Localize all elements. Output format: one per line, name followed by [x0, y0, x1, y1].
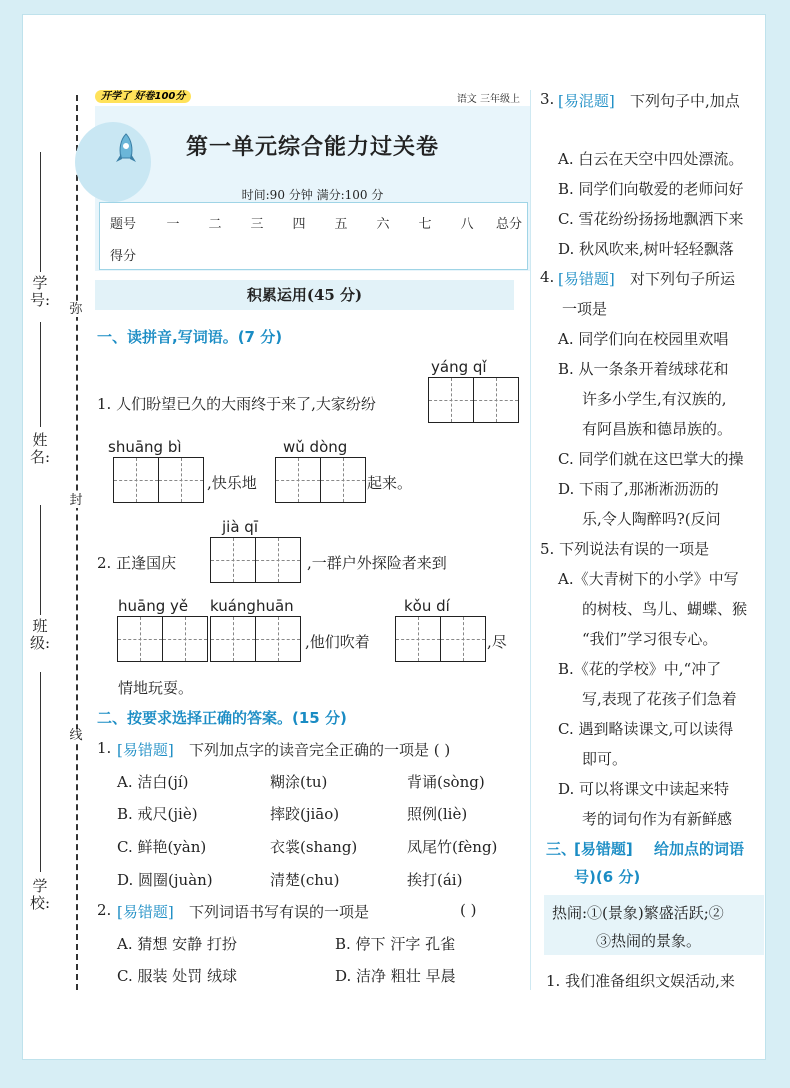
- part2-heading: 二、按要求选择正确的答案。(15 分): [97, 709, 347, 727]
- option-cont: 考的词句作为有新鲜感: [582, 810, 733, 828]
- column-separator: [530, 90, 531, 990]
- option[interactable]: D. 洁净 粗壮 早晨: [335, 967, 456, 985]
- seal-char-xian: 线: [64, 729, 88, 743]
- score-col: 三: [250, 217, 264, 232]
- option[interactable]: 糊涂(tu): [270, 773, 328, 791]
- option-cont: 许多小学生,有汉族的,: [582, 390, 727, 408]
- option[interactable]: C. 鲜艳(yàn): [117, 838, 207, 856]
- question-text: 下列词语书写有误的一项是: [189, 903, 370, 921]
- question-text: ,他们吹着: [305, 633, 370, 651]
- question-tag: [易错题]: [117, 903, 174, 921]
- student-id-line: [40, 152, 41, 272]
- score-col: 总分: [495, 217, 522, 232]
- question-tag: [易错题]: [117, 741, 174, 759]
- answer-grid[interactable]: [117, 616, 208, 662]
- option[interactable]: B. 戒尺(jiè): [117, 805, 198, 823]
- option[interactable]: C. 雪花纷纷扬扬地飘洒下来: [558, 210, 744, 228]
- option[interactable]: B.《花的学校》中,“冲了: [558, 660, 722, 678]
- exam-meta: 时间:90 分钟 满分:100 分: [241, 188, 384, 202]
- header-band: [95, 89, 530, 103]
- option-cont: 的树枝、鸟儿、蝴蝶、猴: [582, 600, 748, 618]
- title-box: [95, 106, 530, 271]
- part1-heading: 一、读拼音,写词语。(7 分): [97, 328, 283, 346]
- part3-text: 给加点的词语: [654, 840, 745, 858]
- question-number: 2.: [97, 901, 112, 919]
- section-title: 积累运用(45 分): [95, 280, 514, 310]
- option-cont: 写,表现了花孩子们急着: [582, 690, 737, 708]
- part3-text: 号)(6 分): [574, 868, 641, 886]
- option[interactable]: A. 白云在天空中四处漂流。: [558, 150, 744, 168]
- option-cont: 乐,令人陶醉吗?(反问: [582, 510, 721, 528]
- option[interactable]: C. 遇到略读课文,可以读得: [558, 720, 734, 738]
- question-text: 1. 人们盼望已久的大雨终于来了,大家纷纷: [97, 395, 376, 413]
- question-text: 起来。: [367, 474, 413, 492]
- option[interactable]: D. 可以将课文中读起来特: [558, 780, 730, 798]
- class-label: 班级:: [30, 617, 51, 652]
- question-text: 情地玩耍。: [118, 679, 194, 697]
- definition-text: ③热闹的景象。: [596, 932, 702, 950]
- answer-grid[interactable]: [395, 616, 486, 662]
- part3-tag: [易错题]: [574, 840, 633, 858]
- option-cont: “我们”学习很专心。: [582, 630, 718, 648]
- question-number: 3.: [540, 90, 555, 108]
- definition-text: 热闹:①(景象)繁盛活跃;②: [552, 904, 724, 922]
- option[interactable]: A. 猜想 安静 打扮: [117, 935, 237, 953]
- school-line: [40, 672, 41, 872]
- name-line: [40, 322, 41, 427]
- school-label: 学校:: [30, 877, 51, 912]
- question-text: ,一群户外探险者来到: [307, 554, 447, 572]
- option[interactable]: 凤尾竹(fèng): [407, 838, 498, 856]
- pinyin: kǒu dí: [404, 597, 450, 615]
- pinyin: yáng qǐ: [431, 358, 487, 376]
- class-line: [40, 505, 41, 615]
- name-label: 姓名:: [30, 431, 51, 466]
- question-text: 5. 下列说法有误的一项是: [540, 540, 710, 558]
- option[interactable]: C. 同学们就在这巴掌大的操: [558, 450, 744, 468]
- page-title: 第一单元综合能力过关卷: [185, 134, 439, 160]
- score-col: 二: [208, 217, 222, 232]
- pinyin: shuāng bì: [108, 438, 182, 456]
- student-id-label: 学号:: [30, 274, 51, 309]
- question-text: 下列句子中,加点: [630, 92, 740, 110]
- option[interactable]: B. 从一条条开着绒球花和: [558, 360, 729, 378]
- score-col: 七: [418, 217, 432, 232]
- score-col: 一: [166, 217, 180, 232]
- option[interactable]: 照例(liè): [407, 805, 468, 823]
- answer-grid[interactable]: [210, 537, 301, 583]
- score-row-label: 得分: [109, 249, 136, 264]
- option[interactable]: 背诵(sòng): [407, 773, 485, 791]
- score-col: 八: [460, 217, 474, 232]
- option[interactable]: 摔跤(jiāo): [270, 805, 340, 823]
- answer-grid[interactable]: [113, 457, 204, 503]
- binding-dashed-line: [76, 95, 78, 990]
- option[interactable]: 清楚(chu): [270, 871, 340, 889]
- answer-grid[interactable]: [428, 377, 519, 423]
- option-cont: 有阿昌族和德昂族的。: [582, 420, 733, 438]
- question-text: ,快乐地: [207, 474, 257, 492]
- pinyin: huāng yě: [118, 597, 189, 615]
- option[interactable]: D. 圆圈(juàn): [117, 871, 213, 889]
- right-column: [538, 80, 764, 1058]
- answer-grid[interactable]: [210, 616, 301, 662]
- option[interactable]: B. 同学们向敬爱的老师问好: [558, 180, 744, 198]
- answer-grid[interactable]: [275, 457, 366, 503]
- score-col: 六: [376, 217, 390, 232]
- pinyin: jià qī: [222, 518, 258, 536]
- score-table: [99, 202, 528, 270]
- option[interactable]: A. 同学们向在校园里欢唱: [558, 330, 729, 348]
- series-badge: 开学了 好卷100分: [95, 90, 191, 103]
- question-text: 对下列句子所运: [630, 270, 736, 288]
- question-text: 2. 正逢国庆: [97, 554, 177, 572]
- part3-heading: 三、: [546, 840, 577, 858]
- score-col: 五: [334, 217, 348, 232]
- seal-char-mi: 弥: [64, 303, 88, 317]
- subject-label: 语文 三年级上: [456, 94, 520, 105]
- question-text: 1. 我们准备组织文娱活动,来: [546, 972, 735, 990]
- option[interactable]: D. 下雨了,那淅淅沥沥的: [558, 480, 719, 498]
- question-text: ,尽: [487, 633, 507, 651]
- option[interactable]: 衣裳(shang): [270, 838, 358, 856]
- option[interactable]: D. 秋风吹来,树叶轻轻飘落: [558, 240, 734, 258]
- option[interactable]: 挨打(ái): [407, 871, 463, 889]
- answer-paren: ( ): [460, 901, 477, 919]
- option-cont: 即可。: [582, 750, 628, 768]
- question-text: 下列加点字的读音完全正确的一项是 ( ): [189, 741, 451, 759]
- question-number: 4.: [540, 268, 555, 286]
- question-tag: [易混题]: [558, 92, 615, 110]
- score-row-label: 题号: [109, 217, 136, 232]
- question-text: 一项是: [562, 300, 608, 318]
- score-col: 四: [292, 217, 306, 232]
- pinyin: kuánghuān: [210, 597, 294, 615]
- option[interactable]: C. 服装 处罚 绒球: [117, 967, 238, 985]
- question-number: 1.: [97, 739, 112, 757]
- option[interactable]: B. 停下 汗字 孔雀: [335, 935, 456, 953]
- question-tag: [易错题]: [558, 270, 615, 288]
- seal-char-feng: 封: [64, 494, 88, 508]
- option[interactable]: A.《大青树下的小学》中写: [558, 570, 739, 588]
- option[interactable]: A. 洁白(jí): [117, 773, 189, 791]
- pinyin: wǔ dòng: [283, 438, 348, 456]
